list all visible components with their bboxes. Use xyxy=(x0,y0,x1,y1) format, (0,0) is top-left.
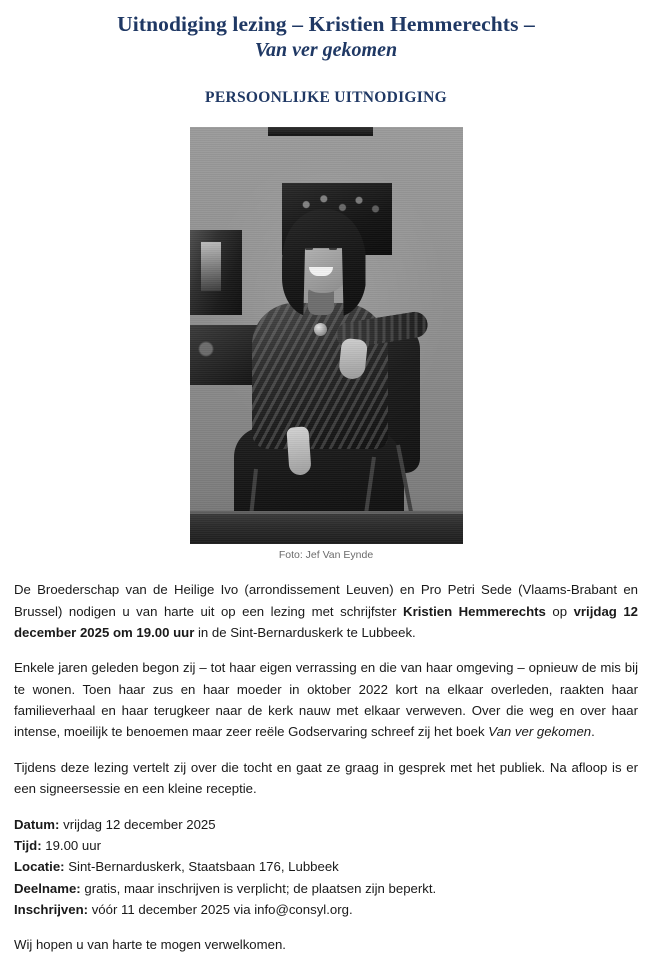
intro-text-1: De Broederschap van de Heilige Ivo (arrondissement Leuven) en Pro Petri Sede (Vlaams-Brabant en Brussel) nodigen u van harte uit op een lezing met schrijfster xyxy=(14,582,638,619)
intro-text-3: in de Sint-Bernarduskerk te Lubbeek. xyxy=(194,624,416,640)
photo-block xyxy=(14,127,638,561)
detail-value-deelname: gratis, maar inschrijven is verplicht; de plaatsen zijn beperkt. xyxy=(80,880,437,896)
event-datetime: vrijdag 12 december 2025 om 19.00 uur xyxy=(14,603,639,640)
wall-frame-top-icon xyxy=(268,127,373,136)
author-name: Kristien Hemmerechts xyxy=(403,603,546,619)
detail-label-locatie: Locatie: xyxy=(14,859,65,875)
photo-floor xyxy=(190,514,463,544)
wall-frame-lower-left-icon xyxy=(190,325,262,385)
story-text-2: . xyxy=(591,724,595,740)
title-block xyxy=(14,0,638,63)
kicker-heading: PERSOONLIJKE UITNODIGING xyxy=(205,89,447,107)
detail-value-locatie: Sint-Bernarduskerk, Staatsbaan 176, Lubbeek xyxy=(64,859,339,875)
detail-row-deelname xyxy=(14,878,638,899)
detail-label-tijd: Tijd: xyxy=(14,837,42,853)
detail-row-locatie xyxy=(14,856,638,877)
detail-value-tijd: 19.00 uur xyxy=(41,837,101,853)
book-title: Van ver gekomen xyxy=(488,724,592,740)
detail-value-datum: vrijdag 12 december 2025 xyxy=(59,816,216,832)
closing-line: Wij hopen u van harte te mogen verwelkomen. xyxy=(14,937,286,953)
photo-credit: Foto: Jef Van Eynde xyxy=(278,549,374,562)
subject-hand-left xyxy=(286,427,311,476)
portrait-photo xyxy=(190,127,463,544)
page-title: Uitnodiging lezing – Kristien Hemmerechts – xyxy=(117,12,535,36)
paragraph-lecture: Tijdens deze lezing vertelt zij over die tocht en gaat ze graag in gesprek met het publiek. Na afloop is er een signeersessie en een kleine receptie. xyxy=(14,759,638,797)
body-copy xyxy=(14,579,638,956)
story-text-1: Enkele jaren geleden begon zij – tot haar eigen verrassing en die van haar omgeving – opnieuw de mis bij te wonen. Toen haar zus en haar moeder in oktober 2022 kort na elkaar overleden, raakten haar familieverhaal en haar terugkeer naar de kerk nauw met elkaar verweven. Over die weg en over haar intense, moeilijk te benoemen maar zeer reële Godservaring schreef zij het boek xyxy=(14,660,638,740)
detail-label-inschrijven: Inschrijven: xyxy=(14,902,89,918)
subject-necklace-pendant xyxy=(314,323,327,336)
detail-value-inschrijven: vóór 11 december 2025 via info@consyl.org. xyxy=(88,902,353,918)
paragraph-story xyxy=(14,657,638,743)
detail-row-inschrijven xyxy=(14,899,638,920)
paragraph-intro xyxy=(14,579,638,643)
page-subtitle: Van ver gekomen xyxy=(254,39,398,62)
detail-label-deelname: Deelname: xyxy=(14,880,81,896)
intro-text-2: op xyxy=(545,603,574,619)
detail-label-datum: Datum: xyxy=(14,816,60,832)
wall-frame-left-icon xyxy=(190,230,242,315)
detail-row-tijd xyxy=(14,835,638,856)
event-details-list xyxy=(14,814,638,921)
detail-row-datum xyxy=(14,814,638,835)
